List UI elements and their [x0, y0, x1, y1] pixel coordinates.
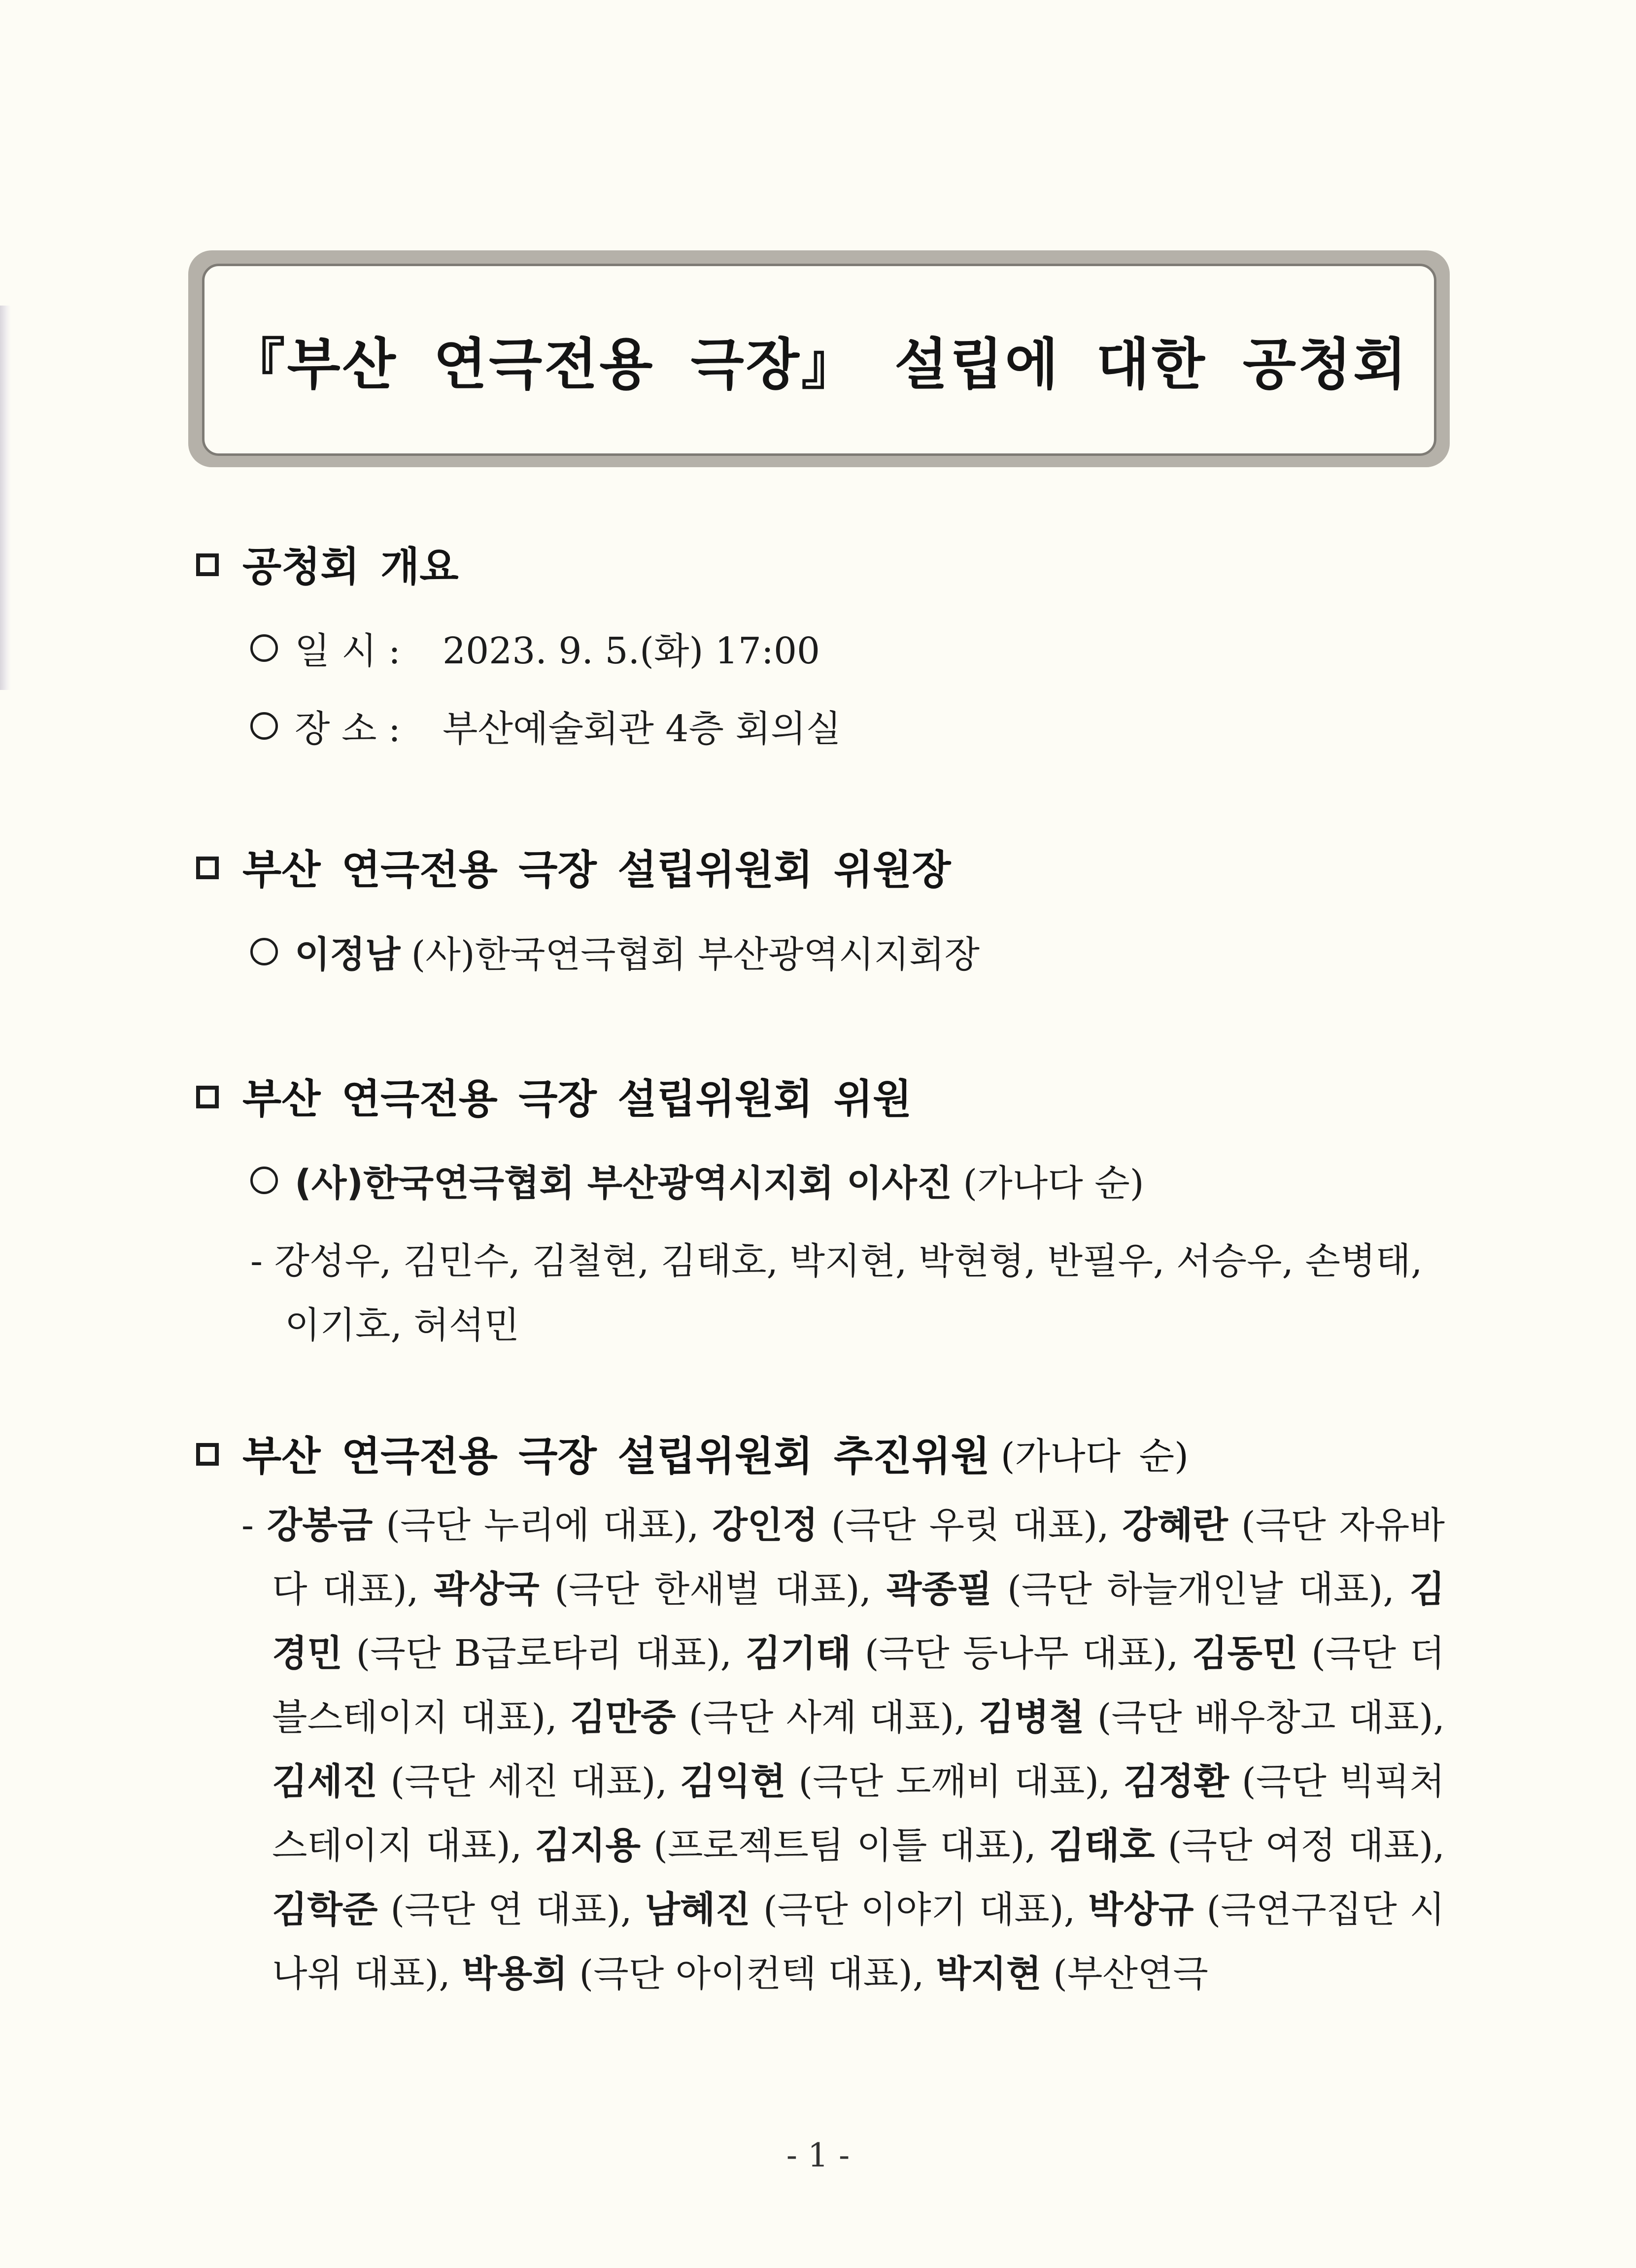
promotion-entry-desc: (부산연극 — [1053, 1953, 1208, 1995]
promotion-entry-desc: (극단 하늘개인날 대표), — [1007, 1568, 1395, 1611]
members-list-line-2: 이기호, 허석민 — [285, 1304, 519, 1346]
promotion-entry — [1049, 1824, 1445, 1867]
square-bullet-icon — [196, 553, 219, 576]
promotion-entry-name: 김정환 — [1123, 1760, 1229, 1803]
square-bullet-icon — [196, 1443, 219, 1466]
square-bullet-icon — [196, 857, 219, 879]
promotion-entry-name: 곽상국 — [434, 1568, 540, 1611]
chairman-desc: (사)한국연극협회 부산광역시지회장 — [411, 933, 980, 976]
promotion-entry-name: 박지현 — [936, 1953, 1042, 1995]
circle-bullet-icon — [250, 938, 278, 965]
members-group: (사)한국연극협회 부산광역시지회 이사진 — [295, 1162, 953, 1204]
promotion-entry — [267, 1504, 699, 1546]
promotion-entry-name: 강봉금 — [267, 1504, 373, 1546]
promotion-entry-desc: (극단 등나무 대표), — [864, 1632, 1179, 1675]
promotion-entry-name: 김기태 — [745, 1632, 852, 1675]
promotion-entry-name: 김동민 — [1192, 1632, 1298, 1675]
promotion-entry-desc: (극단 이야기 대표), — [763, 1889, 1076, 1931]
promotion-entry-name: 강인정 — [712, 1504, 818, 1546]
overview-item-datetime — [250, 622, 820, 674]
promotion-entry-name: 박용희 — [462, 1953, 568, 1995]
item-value: 부산예술회관 4층 회의실 — [443, 708, 841, 750]
section-heading-chairman — [196, 838, 951, 895]
scan-edge-shadow — [0, 306, 11, 690]
promotion-members-paragraph — [241, 1493, 1445, 2006]
document-title: 『부산 연극전용 극장』 설립에 대한 공청회 — [230, 332, 1409, 397]
promotion-entry-name: 남혜진 — [645, 1889, 751, 1931]
promotion-entry — [746, 1632, 1179, 1675]
promotion-entry-desc: (극연구집단 시나위 대표), — [272, 1889, 1445, 1995]
promotion-entry-name: 박상규 — [1088, 1889, 1194, 1931]
promotion-entry-name: 김지용 — [535, 1824, 641, 1867]
section-heading-overview — [196, 535, 459, 592]
section-heading-members — [196, 1067, 912, 1125]
section-heading-text: 공청회 개요 — [242, 544, 459, 590]
chairman-name: 이정남 — [295, 933, 401, 976]
promotion-entry-desc: (극단 세진 대표), — [390, 1760, 668, 1803]
promotion-entry — [462, 1953, 924, 1995]
promotion-entry-desc: (극단 자유바다 대표), — [272, 1504, 1445, 1611]
promotion-entry-name: 김만중 — [570, 1696, 676, 1739]
promotion-entry — [272, 1889, 632, 1931]
overview-item-venue — [250, 700, 841, 752]
promotion-entry-name: 김세진 — [272, 1760, 378, 1803]
promotion-entry-desc: (극단 한새벌 대표), — [554, 1568, 872, 1611]
promotion-entry-desc: (극단 연 대표), — [390, 1889, 632, 1931]
section-heading-text: 부산 연극전용 극장 설립위원회 위원 — [242, 1076, 912, 1123]
promotion-entry — [272, 1760, 667, 1803]
promotion-entry — [712, 1504, 1109, 1546]
promotion-entry — [936, 1953, 1208, 1995]
chairman-line — [250, 926, 980, 978]
members-group-line — [250, 1154, 1144, 1206]
promotion-entry-desc: (극단 배우창고 대표), — [1097, 1696, 1445, 1739]
promotion-entry — [434, 1568, 871, 1611]
list-dash: - — [241, 1504, 267, 1546]
promotion-entry-name: 강혜란 — [1122, 1504, 1228, 1546]
promotion-entry-desc: (극단 우릿 대표), — [831, 1504, 1109, 1546]
promotion-entry — [886, 1568, 1395, 1611]
promotion-entry-name: 김학준 — [272, 1889, 378, 1931]
promotion-entry — [680, 1760, 1111, 1803]
promotion-entry-name: 김병철 — [979, 1696, 1085, 1739]
promotion-entry-desc: (극단 누리에 대표), — [386, 1504, 699, 1546]
promotion-entry-desc: (극단 더블스테이지 대표), — [272, 1632, 1445, 1739]
promotion-entry-name: 김경민 — [272, 1568, 1445, 1675]
promotion-entry-desc: (극단 빅픽처스테이지 대표), — [272, 1760, 1445, 1867]
circle-bullet-icon — [250, 712, 278, 740]
promotion-entry — [570, 1696, 966, 1739]
section-heading-promotion — [196, 1424, 1189, 1482]
promotion-entry-name: 곽종필 — [886, 1568, 992, 1611]
section-heading-note: (가나다 순) — [1000, 1435, 1189, 1478]
members-list-line-1: - 강성우, 김민수, 김철현, 김태호, 박지현, 박현형, 반필우, 서승우, 손병태, — [250, 1240, 1423, 1282]
promotion-entry-desc: (프로젝트팀 이틀 대표), — [653, 1824, 1036, 1867]
promotion-entry-desc: (극단 도깨비 대표), — [798, 1760, 1111, 1803]
item-label: 일 시 : — [295, 630, 401, 672]
square-bullet-icon — [196, 1086, 219, 1108]
section-heading-text: 부산 연극전용 극장 설립위원회 추진위원 — [242, 1433, 990, 1480]
circle-bullet-icon — [250, 634, 278, 662]
promotion-entry — [645, 1889, 1076, 1931]
item-value: 2023. 9. 5.(화) 17:00 — [443, 630, 820, 672]
promotion-entry-name: 김익현 — [680, 1760, 786, 1803]
promotion-entry-desc: (극단 B급로타리 대표), — [356, 1632, 732, 1675]
promotion-entry-desc: (극단 여정 대표), — [1167, 1824, 1445, 1867]
promotion-entry-desc: (극단 아이컨텍 대표), — [579, 1953, 924, 1995]
item-label: 장 소 : — [295, 708, 401, 750]
promotion-entry — [535, 1824, 1036, 1867]
page-number: - 1 - — [786, 2136, 850, 2174]
promotion-entry-name: 김태호 — [1049, 1824, 1155, 1867]
circle-bullet-icon — [250, 1167, 278, 1194]
members-group-note: (가나다 순) — [963, 1162, 1144, 1204]
section-heading-text: 부산 연극전용 극장 설립위원회 위원장 — [242, 847, 951, 893]
promotion-entry-desc: (극단 사계 대표), — [688, 1696, 966, 1739]
promotion-entry — [979, 1696, 1445, 1739]
